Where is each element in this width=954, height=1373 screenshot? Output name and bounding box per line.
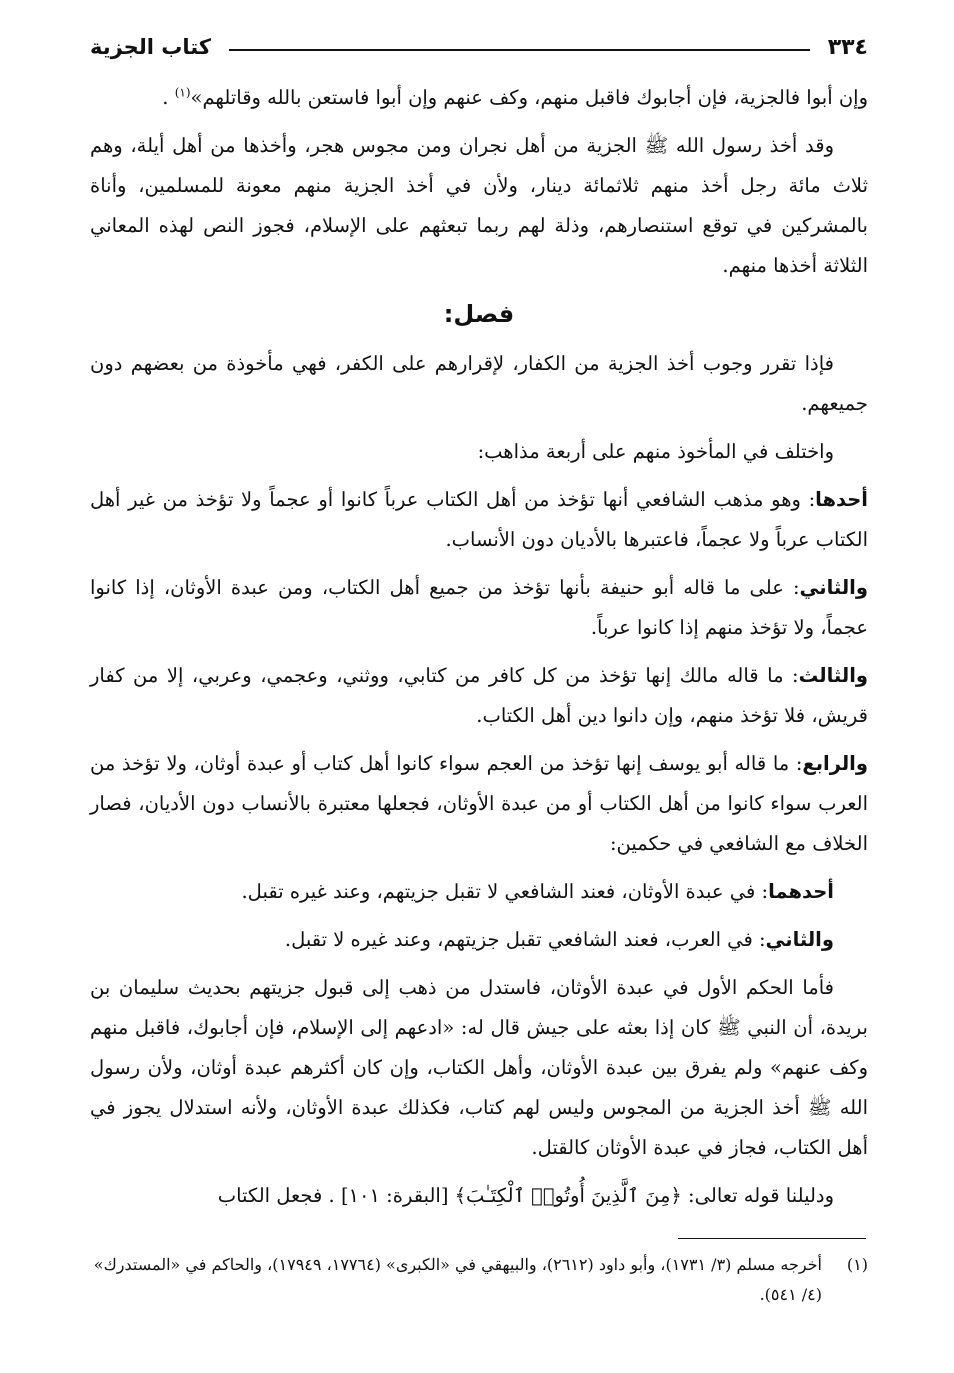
footnote xyxy=(90,1250,868,1310)
madhhab-label: والرابع xyxy=(802,752,868,775)
madhhab-label: والثاني xyxy=(799,576,868,599)
header-rule xyxy=(229,49,810,51)
paragraph: ودليلنا قوله تعالى: ﴿مِنَ ٱلَّذِينَ أُوتُوا۟ ٱلْكِتَـٰبَ﴾ [البقرة: ١٠١] . فجعل الكتاب xyxy=(217,1184,834,1207)
footnote-number: (١) xyxy=(846,1255,868,1274)
footnote-rule xyxy=(678,1238,866,1239)
paragraph: وقد أخذ رسول الله ﷺ الجزية من أهل نجران ومن مجوس هجر، وأخذها من أهل أيلة، وهم ثلاث مائة رجل أخذ منهم ثلاثمائة دينار، ولأن في أخذ الجزية منهم معونة للمسلمين، وأناة بالمشركين في توقع استنصارهم، وذلة لهم ربما تبعثهم على الإسلام، فجوز النص لهذه المعاني الثلاثة أخذها منهم. xyxy=(90,134,868,277)
madhhab-label: أحدها xyxy=(815,488,868,511)
ruling-1: أحدهما: في عبدة الأوثان، فعند الشافعي لا تقبل جزيتهم، وعند غيره تقبل. xyxy=(241,880,834,903)
ruling-label: والثاني xyxy=(765,928,834,951)
ruling-2: والثاني: في العرب، فعند الشافعي تقبل جزيتهم، وعند غيره لا تقبل. xyxy=(284,928,834,951)
ruling-label: أحدهما xyxy=(768,880,834,903)
paragraph: واختلف في المأخوذ منهم على أربعة مذاهب: xyxy=(477,440,834,463)
running-header xyxy=(90,30,868,64)
book-title: كتاب الجزية xyxy=(90,35,211,59)
paragraph-continuation: وإن أبوا فالجزية، فإن أجابوك فاقبل منهم، وكف عنهم وإن أبوا فاستعن بالله وقاتلهم»$^{(١)}$ . xyxy=(162,85,868,109)
madhhab-3: والثالث: ما قاله مالك إنها تؤخذ من كل كافر من كتابي، ووثني، وعجمي، وعربي، إلا من كفار قريش، فلا تؤخذ منهم، وإن دانوا دين أهل الكتاب. xyxy=(90,664,868,727)
page-number: ٣٣٤ xyxy=(827,34,868,60)
paragraph: فأما الحكم الأول في عبدة الأوثان، فاستدل من ذهب إلى قبول جزيتهم بحديث سليمان بن بريدة، أن النبي ﷺ كان إذا بعثه على جيش قال له: «ادعهم إلى الإسلام، فإن أجابوك، فاقبل منهم وكف عنهم» ولم يفرق بين عبدة الأوثان، وأهل الكتاب، وإن كان أكثرهم عبدة أوثان، ولأن رسول الله ﷺ أخذ الجزية من المجوس وليس لهم كتاب، فكذلك عبدة الأوثان، ولأنه استدلال يجوز في أهل الكتاب، فجاز في عبدة الأوثان كالقتل. xyxy=(90,976,868,1159)
main-text xyxy=(90,78,868,1216)
page xyxy=(90,30,868,1224)
paragraph: فإذا تقرر وجوب أخذ الجزية من الكفار، لإقرارهم على الكفر، فهي مأخوذة من بعضهم دون جميعهم. xyxy=(90,352,868,415)
footnotes xyxy=(90,1250,868,1310)
madhhab-4: والرابع: ما قاله أبو يوسف إنها تؤخذ من العجم سواء كانوا أهل كتاب أو عبدة أوثان، ولا تؤخذ من العرب سواء كانوا من أهل الكتاب أو من عبدة الأوثان، فجعلها معتبرة بالأنساب دون الأديان، فصار الخلاف مع الشافعي في حكمين: xyxy=(90,752,868,855)
madhhab-2: والثاني: على ما قاله أبو حنيفة بأنها تؤخذ من جميع أهل الكتاب، ومن عبدة الأوثان، إذا كانوا عجماً، ولا تؤخذ منهم إذا كانوا عرباً. xyxy=(90,576,868,639)
madhhab-1: أحدها: وهو مذهب الشافعي أنها تؤخذ من أهل الكتاب عرباً كانوا أو عجماً ولا تؤخذ من غير أهل الكتاب عرباً ولا عجماً، فاعتبرها بالأديان دون الأنساب. xyxy=(90,488,868,551)
footnote-text: أخرجه مسلم (٣/ ١٧٣١)، وأبو داود (٢٦١٢)، والبيهقي في «الكبرى» (١٧٧٦٤، ١٧٩٤٩)، والحاكم في «المستدرك» (٤/ ٥٤١). xyxy=(93,1255,822,1304)
footnote-ref[interactable]: (١) xyxy=(174,85,191,100)
section-heading: فصل: xyxy=(443,300,515,328)
madhhab-label: والثالث xyxy=(798,664,868,687)
